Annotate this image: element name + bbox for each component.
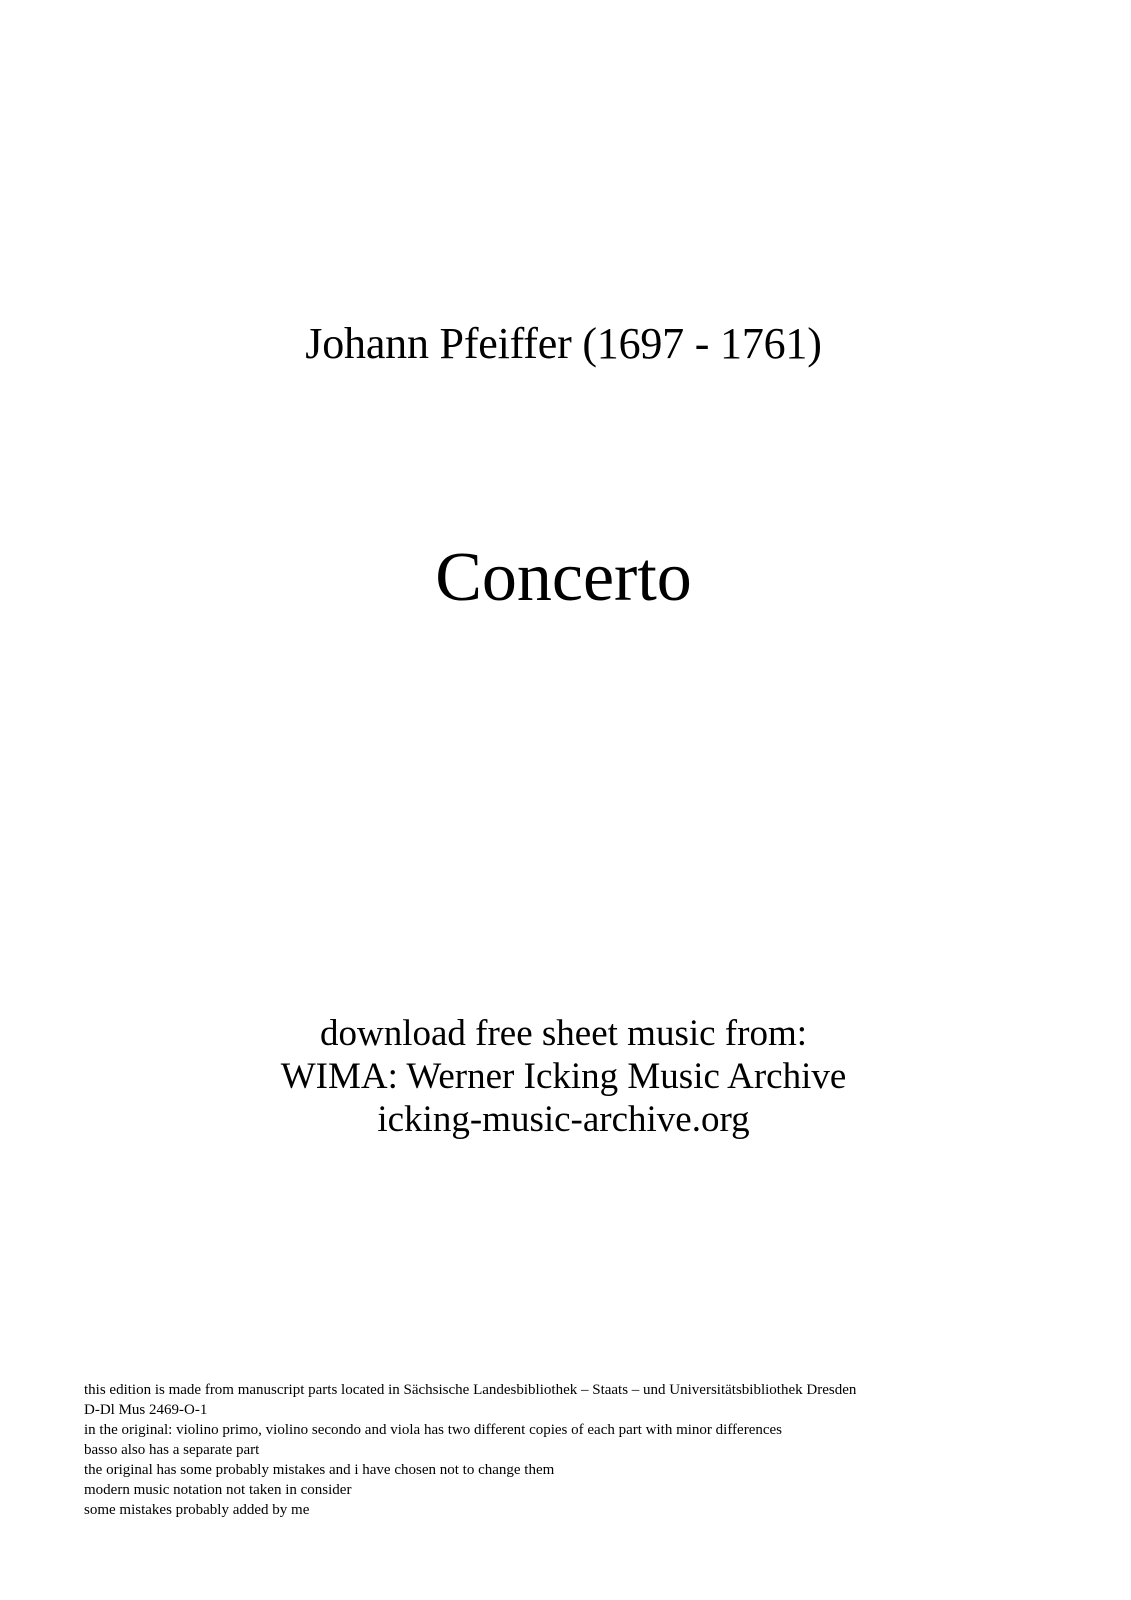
- edition-note-line: this edition is made from manuscript parts located in Sächsische Landesbibliothek – Staats – und Universitätsbibliothek Dresden: [84, 1382, 857, 1398]
- download-line-3: icking-music-archive.org: [377, 1099, 750, 1140]
- edition-note-line: in the original: violino primo, violino secondo and viola has two different copies of each part with minor differences: [84, 1422, 783, 1438]
- edition-note-line: modern music notation not taken in consider: [84, 1482, 352, 1498]
- composer-name: Johann Pfeiffer (1697 - 1761): [305, 319, 822, 368]
- edition-note-line: the original has some probably mistakes and i have chosen not to change them: [84, 1462, 555, 1478]
- edition-note-line: D-Dl Mus 2469-O-1: [84, 1402, 208, 1418]
- download-line-2: WIMA: Werner Icking Music Archive: [280, 1056, 847, 1097]
- work-title: Concerto: [435, 539, 692, 616]
- edition-note-line: basso also has a separate part: [84, 1442, 260, 1458]
- download-line-1: download free sheet music from:: [319, 1013, 808, 1054]
- edition-notes: [84, 1380, 1084, 1520]
- download-notice: [0, 1012, 1131, 1141]
- edition-note-line: some mistakes probably added by me: [84, 1502, 310, 1518]
